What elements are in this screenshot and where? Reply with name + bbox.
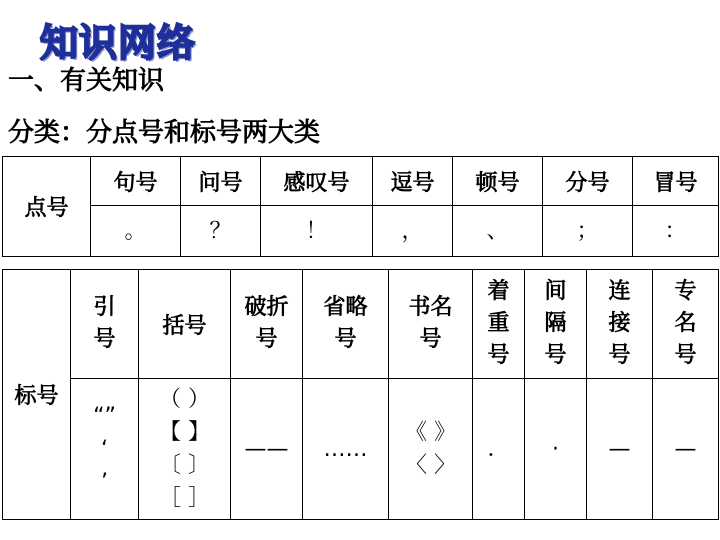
- dianhao-label: 点号: [3, 157, 91, 257]
- name-cell: [71, 270, 139, 379]
- symbol-cell: 《 》 〈 〉: [389, 379, 473, 520]
- name-text: 书名号: [408, 295, 453, 352]
- symbol-cell: —: [653, 379, 719, 520]
- section-heading: 一、有关知识: [8, 66, 165, 96]
- name-text: 连接号: [608, 279, 631, 368]
- name-cell: [389, 270, 473, 379]
- name-cell: 感叹号: [261, 157, 373, 206]
- name-text: 着重号: [487, 279, 510, 368]
- biaohao-table: [2, 269, 719, 520]
- dianhao-table: [2, 156, 719, 257]
- name-cell: 顿号: [453, 157, 543, 206]
- symbol-cell: —: [587, 379, 653, 520]
- symbol-cell: ！: [261, 206, 373, 257]
- name-cell: [587, 270, 653, 379]
- symbol-cell: ？: [181, 206, 261, 257]
- symbol-cell: ——: [231, 379, 303, 520]
- symbol-cell: ，: [373, 206, 453, 257]
- name-cell: 逗号: [373, 157, 453, 206]
- symbol-cell: 。: [91, 206, 181, 257]
- symbol-cell: “” ‘ ’: [71, 379, 139, 520]
- symbol-cell: ．: [473, 379, 525, 520]
- name-cell: 括号: [139, 270, 231, 379]
- name-cell: 句号: [91, 157, 181, 206]
- name-cell: [231, 270, 303, 379]
- symbol-cell: ：: [633, 206, 719, 257]
- name-cell: [653, 270, 719, 379]
- name-text: 专名号: [674, 279, 697, 368]
- name-cell: [525, 270, 587, 379]
- symbol-cell: （ ） 【 】 〔 〕 ［ ］: [139, 379, 231, 520]
- page-title: 知识网络: [40, 21, 197, 65]
- biaohao-label: 标号: [3, 270, 71, 520]
- name-cell: 问号: [181, 157, 261, 206]
- name-text: 引号: [93, 295, 116, 352]
- symbol-cell: ·: [525, 379, 587, 520]
- name-cell: 冒号: [633, 157, 719, 206]
- name-text: 间隔号: [544, 279, 567, 368]
- symbol-cell: ……: [303, 379, 389, 520]
- name-cell: [473, 270, 525, 379]
- name-text: 破折号: [244, 295, 289, 352]
- symbol-cell: 、: [453, 206, 543, 257]
- name-cell: 分号: [543, 157, 633, 206]
- name-text: 省略号: [323, 295, 368, 352]
- name-cell: [303, 270, 389, 379]
- symbol-cell: ；: [543, 206, 633, 257]
- classification-text: 分类：分点号和标号两大类: [8, 118, 321, 148]
